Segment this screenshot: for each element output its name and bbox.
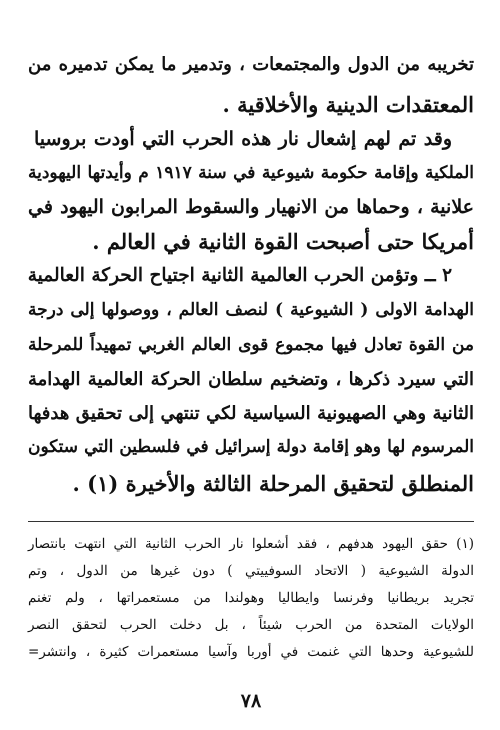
document-page xyxy=(28,0,474,730)
text-line: أمريكا حتى أصبحت القوة الثانية في العالم . xyxy=(92,229,474,254)
page-number: ٧٨ xyxy=(240,690,262,712)
text-line: الهدامة الاولى ( الشيوعية ) لنصف العالم ، ووصولها إلى درجة xyxy=(28,300,474,320)
footnote-line: الدولة الشيوعية ( الاتحاد السوفييتي ) دون غيرها من الدول ، وتم xyxy=(28,563,474,579)
text-line: الملكية وإقامة حكومة شيوعية في سنة ١٩١٧ م وأيدتها اليهودية xyxy=(28,163,474,183)
footnote-divider xyxy=(28,521,474,522)
footnote-line: الولايات المتحدة من الحرب شيئاً ، بل دخلت الحرب لتحقق النصر xyxy=(28,617,474,633)
text-line: المرسوم لها وهو إقامة دولة إسرائيل في فلسطين التي ستكون xyxy=(28,437,474,457)
text-line: التي سيرد ذكرها ، وتضخيم سلطان الحركة العالمية الهدامة xyxy=(28,369,474,390)
text-line: الثانية وهي الصهيونية السياسية لكي تنتهي إلى تحقيق هدفها xyxy=(28,403,474,424)
text-line: المعتقدات الدينية والأخلاقية . xyxy=(222,92,474,117)
text-line: تخريبه من الدول والمجتمعات ، وتدمير ما يمكن تدميره من xyxy=(28,54,474,75)
footnote-line: (١) حقق اليهود هدفهم ، فقد أشعلوا نار الحرب الثانية التي انتهت بانتصار xyxy=(28,536,474,552)
text-line: من القوة تعادل فيها مجموع قوى العالم الغربي تمهيداً للمرحلة xyxy=(28,335,474,355)
footnote-line: للشيوعية وحدها التي غنمت في أوربا وآسيا مستعمرات كثيرة ، وانتشر= xyxy=(28,644,474,660)
text-line: علانية ، وحماها من الانهيار والسقوط المرابون اليهود في xyxy=(28,196,474,218)
footnote-line: تجريد بريطانيا وفرنسا وايطاليا وهولندا من مستعمراتها ، ولم تغنم xyxy=(28,590,474,606)
text-line: المنطلق لتحقيق المرحلة الثالثة والأخيرة (١) . xyxy=(72,471,474,496)
text-line: وقد تم لهم إشعال نار هذه الحرب التي أودت بروسيا xyxy=(34,128,452,150)
text-line: ٢ ــ وتؤمن الحرب العالمية الثانية اجتياح الحركة العالمية xyxy=(27,265,452,286)
